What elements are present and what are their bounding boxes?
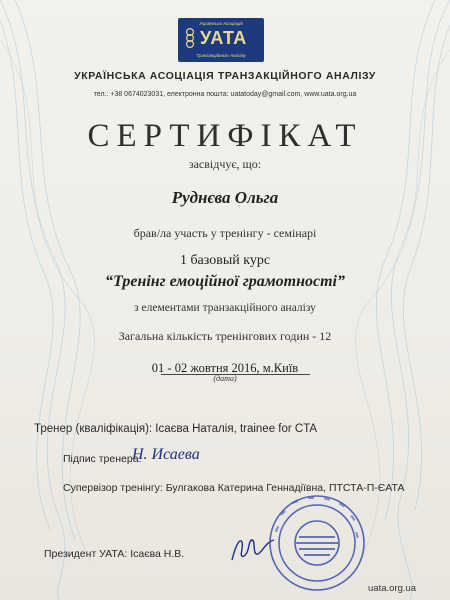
- trainer-signature-label: Підпис тренера:: [63, 453, 142, 465]
- logo-emblem-icon: [182, 27, 198, 49]
- course-name: “Тренінг емоційної грамотності”: [104, 273, 345, 290]
- uata-logo: [178, 18, 264, 62]
- participation-text: брав/ла участь у тренінгу - семінарі: [133, 226, 317, 240]
- logo-bottom-text: Транзакційного Аналізу: [196, 53, 246, 58]
- logo-name: УАТА: [200, 28, 247, 48]
- trainer-signature: Н. Исаева: [132, 446, 200, 463]
- association-name: УКРАЇНСЬКА АСОЦІАЦІЯ ТРАНЗАКЦІЙНОГО АНАЛІЗУ: [74, 70, 376, 82]
- confirms-text: засвідчує, що:: [188, 157, 262, 171]
- recipient-name: Руднєва Ольга: [171, 188, 279, 207]
- date-caption: (дата): [213, 374, 237, 383]
- training-dates: 01 - 02 жовтня 2016, м.Київ: [151, 361, 299, 375]
- contact-info: тел.: +38 0674023031, електронна пошта: uatatoday@gmail.com, www.uata.org.ua: [93, 91, 357, 98]
- certificate-title: СЕРТИФІКАТ: [87, 118, 363, 154]
- trainer-info: Тренер (кваліфікація): Ісаєва Наталія, trainee for CTA: [34, 423, 318, 435]
- total-hours: Загальна кількість тренінгових годин - 12: [118, 329, 332, 343]
- course-level: 1 базовый курс: [179, 253, 271, 268]
- official-stamp: [266, 492, 368, 594]
- website: uata.org.ua: [368, 583, 417, 594]
- president-info: Президент УАТА: Ісаєва Н.В.: [44, 548, 185, 560]
- course-elements: з елементами транзакційного аналізу: [134, 302, 316, 314]
- logo-top-text: Українська Асоціація: [199, 21, 243, 26]
- supervisor-info: Супервізор тренінгу: Булгакова Катерина Геннадіївна, ПТСТА-П-ЄАТА: [63, 482, 405, 494]
